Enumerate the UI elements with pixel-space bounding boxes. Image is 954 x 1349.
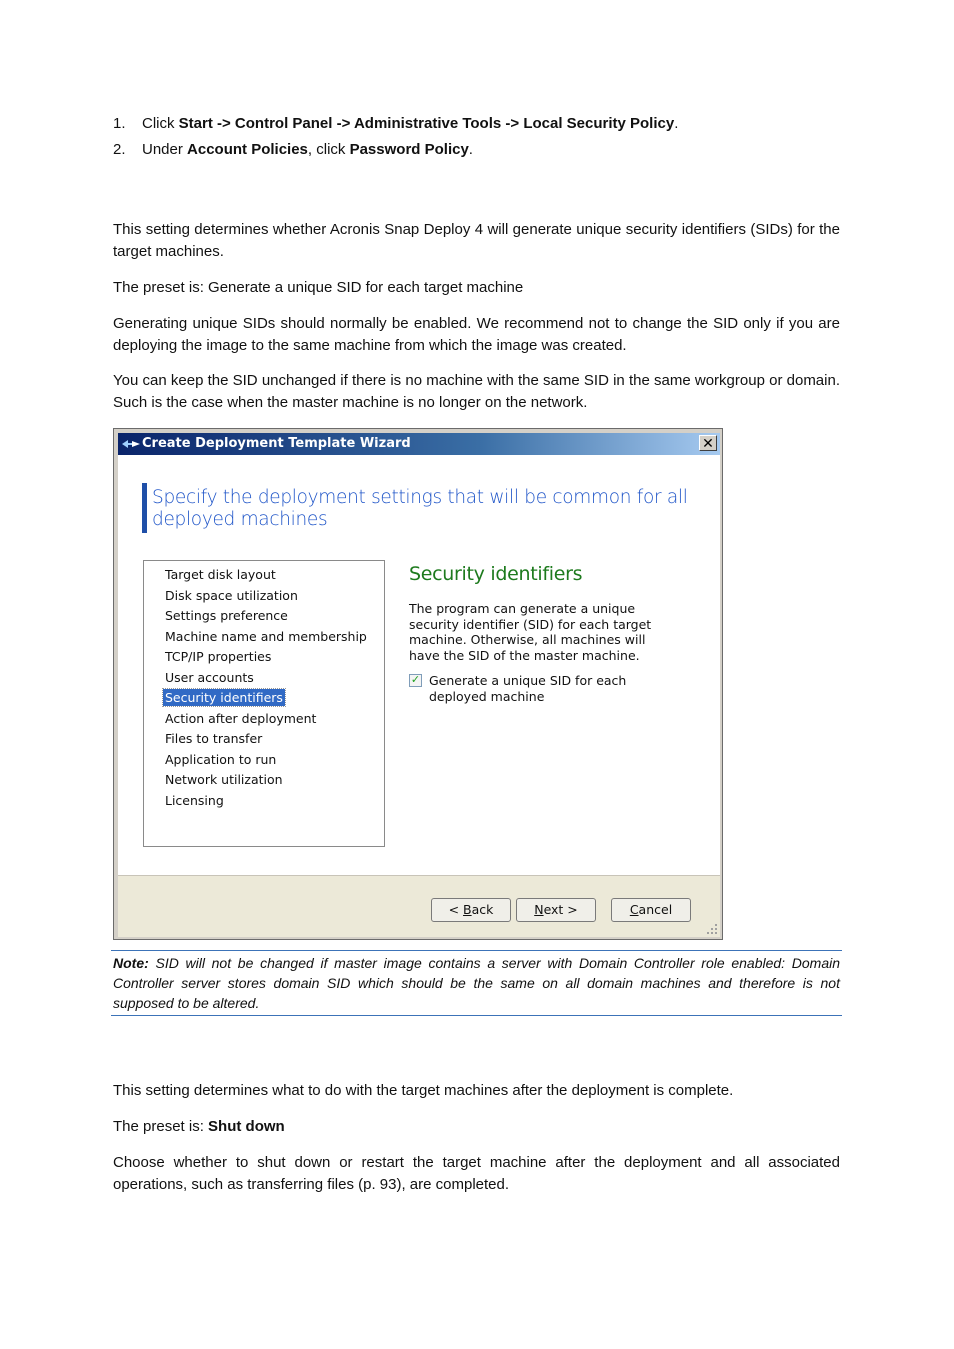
- note-text: [113, 953, 840, 1013]
- wizard-step-item-selected[interactable]: [163, 688, 369, 709]
- button-mnemonic: B: [463, 902, 472, 917]
- button-text: ack: [471, 902, 494, 917]
- preset-value: Shut down: [208, 1118, 285, 1135]
- wizard-step-item[interactable]: [163, 627, 369, 648]
- wizard-step-item[interactable]: [163, 729, 369, 750]
- action-choose-paragraph: Choose whether to shut down or restart the target machine after the deployment and all associated operations, such as transferring files (p. 93), are completed.: [113, 1154, 840, 1193]
- sid-intro-paragraph: This setting determines whether Acronis Snap Deploy 4 will generate unique security identifiers (SIDs) for the target machines.: [113, 221, 840, 260]
- wizard-dialog-screenshot: [113, 428, 723, 940]
- wizard-step-label: Application to run: [165, 751, 277, 767]
- step-punct: .: [674, 115, 679, 132]
- app-logo-icon: [122, 438, 140, 450]
- step-path: Start -> Control Panel -> Administrative Tools -> Local Security Policy: [178, 115, 675, 132]
- wizard-step-label: Machine name and membership: [165, 628, 367, 644]
- button-text: ancel: [638, 902, 673, 917]
- wizard-step-item[interactable]: [163, 770, 369, 791]
- resize-grip-icon[interactable]: [706, 923, 718, 935]
- wizard-step-label: Network utilization: [165, 772, 283, 787]
- wizard-step-item[interactable]: [163, 668, 369, 689]
- dialog-footer: [118, 875, 720, 937]
- action-intro-paragraph: This setting determines what to do with the target machines after the deployment is complete.: [113, 1082, 734, 1099]
- step-bold-1: Account Policies: [187, 141, 308, 158]
- wizard-step-label: Licensing: [165, 792, 224, 808]
- action-preset-paragraph: [113, 1116, 840, 1138]
- next-button[interactable]: [516, 898, 596, 922]
- wizard-step-label: Settings preference: [165, 608, 288, 623]
- note-label: Note:: [113, 955, 149, 971]
- sid-recommend-paragraph: Generating unique SIDs should normally be enabled. We recommend not to change the SID only if you are deploying the image to the same machine from which the image was created.: [113, 315, 840, 354]
- section-title: Security identifiers: [409, 563, 583, 585]
- button-text: ext >: [543, 902, 578, 917]
- sid-preset-paragraph: The preset is: Generate a unique SID for each target machine: [113, 279, 524, 296]
- note-body: SID will not be changed if master image contains a server with Domain Controller role enabled: Domain Controller server stores domain SID which should be the same on all domain machines and therefore is not supposed to be altered.: [113, 955, 840, 1011]
- preset-prefix: The preset is:: [113, 1118, 209, 1135]
- unique-sid-checkbox[interactable]: [409, 674, 422, 687]
- wizard-step-item[interactable]: [163, 709, 369, 730]
- step-punct: .: [468, 141, 473, 158]
- checkmark-icon: ✓: [410, 674, 421, 686]
- wizard-step-item[interactable]: [163, 565, 369, 586]
- step-text: Click: [142, 115, 179, 132]
- cancel-button[interactable]: [611, 898, 691, 922]
- wizard-step-label: Target disk layout: [165, 567, 276, 582]
- dialog-title: Create Deployment Template Wizard: [142, 436, 411, 451]
- sid-keep-paragraph: You can keep the SID unchanged if there is no machine with the same SID in the same workgroup or domain. Such is the case when the master machine is no longer on the network.: [113, 372, 840, 411]
- wizard-step-item[interactable]: [163, 647, 369, 668]
- wizard-step-label: TCP/IP properties: [165, 649, 272, 664]
- wizard-step-label: User accounts: [165, 669, 254, 685]
- step-text-mid: , click: [307, 141, 350, 158]
- step-number: 1.: [113, 115, 126, 132]
- unique-sid-checkbox-label[interactable]: Generate a unique SID for each deployed machine: [429, 673, 627, 704]
- wizard-step-label: Action after deployment: [165, 710, 317, 726]
- wizard-step-label: Disk space utilization: [165, 587, 298, 603]
- button-text: <: [448, 902, 464, 917]
- back-button[interactable]: [431, 898, 511, 922]
- close-button[interactable]: [699, 435, 717, 451]
- button-mnemonic: C: [629, 902, 639, 917]
- note-box: [111, 950, 842, 1016]
- wizard-step-item[interactable]: [163, 586, 369, 607]
- step-bold-2: Password Policy: [349, 141, 469, 158]
- button-mnemonic: N: [534, 902, 544, 917]
- step-2: [113, 140, 473, 160]
- section-description: The program can generate a unique security identifier (SID) for each target machine. Otherwise, all machines will have the SID of the master machine.: [409, 601, 652, 663]
- wizard-step-label: Security identifiers: [165, 690, 283, 705]
- wizard-step-label: Files to transfer: [165, 731, 263, 746]
- wizard-step-item[interactable]: [163, 750, 369, 771]
- dialog-header-text: Specify the deployment settings that will be common for all deployed machines: [152, 487, 688, 530]
- wizard-steps-list: [143, 560, 385, 847]
- close-icon: ✕: [702, 436, 714, 452]
- dialog-titlebar: [118, 433, 720, 455]
- dialog-content: [118, 455, 720, 875]
- step-1: [113, 114, 678, 134]
- wizard-dialog-body: [118, 433, 720, 937]
- wizard-step-item[interactable]: [163, 606, 369, 627]
- step-text: Under: [142, 141, 188, 158]
- header-accent-bar: [142, 483, 147, 533]
- wizard-step-item[interactable]: [163, 791, 369, 812]
- step-number: 2.: [113, 141, 126, 158]
